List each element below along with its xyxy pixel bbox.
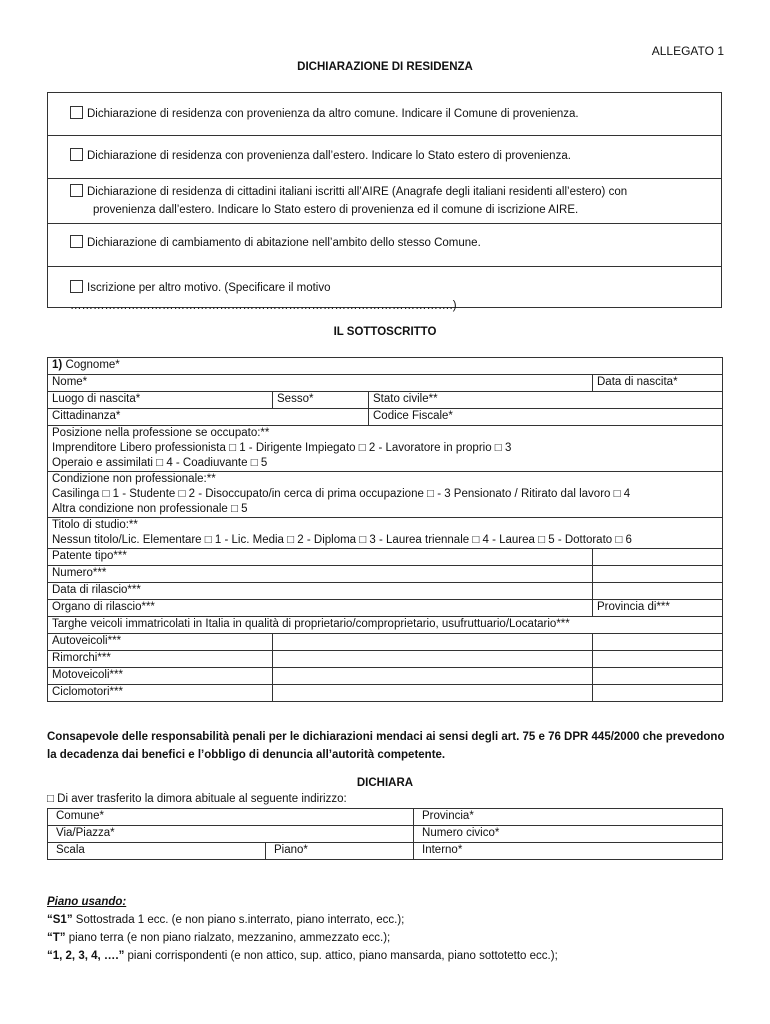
checkbox-aire[interactable] (70, 184, 83, 197)
option-row-altro-motivo (48, 267, 721, 312)
comune-field[interactable]: Comune* (48, 809, 414, 826)
dimora-checkbox-label[interactable]: □ Di aver trasferito la dimora abituale al seguente indirizzo: (47, 793, 347, 805)
data-rilascio-field[interactable]: Data di rilascio*** (48, 583, 593, 600)
codice-fiscale-field[interactable]: Codice Fiscale* (369, 409, 723, 426)
option-label: Dichiarazione di cambiamento di abitazione nell’ambito dello stesso Comune. (87, 237, 481, 249)
luogo-nascita-field[interactable]: Luogo di nascita* (48, 392, 273, 409)
professione-heading: Posizione nella professione se occupato:** (52, 427, 270, 439)
titolo-studio-options[interactable]: Nessun titolo/Lic. Elementare □ 1 - Lic. Media □ 2 - Diploma □ 3 - Laurea triennale □ 4 - Laurea □ 5 - Dottorato □ 6 (52, 534, 632, 546)
cognome-field[interactable]: 1) Cognome* (48, 358, 723, 375)
dichiara-title: DICHIARA (356, 777, 414, 789)
piano-usando-heading: Piano usando: (47, 896, 127, 908)
professione-options[interactable]: Imprenditore Libero professionista □ 1 - Dirigente Impiegato □ 2 - Lavoratore in proprio □ 3 (52, 442, 512, 454)
consapevole-paragraph: Consapevole delle responsabilità penali per le dichiarazioni mendaci ai sensi degli art. 75 e 76 DPR 445/2000 che prevedono la decadenza dai benefici e l’obbligo di denuncia all’autorità competente. (47, 731, 725, 761)
motoveicoli-value-2[interactable] (593, 668, 723, 685)
patente-tipo-value[interactable] (593, 549, 723, 566)
condizione-heading: Condizione non professionale:** (52, 473, 216, 485)
nome-field[interactable]: Nome* (48, 375, 593, 392)
personal-data-table (47, 357, 723, 702)
option-row-aire (48, 179, 721, 224)
options-box (47, 92, 722, 312)
option-label: Iscrizione per altro motivo. (Specificare il motivo ……………………………………………………………………………………….) (70, 282, 457, 312)
condizione-options-2[interactable]: Altra condizione non professionale □ 5 (52, 503, 248, 515)
organo-rilascio-field[interactable]: Organo di rilascio*** (48, 600, 593, 617)
rimorchi-field[interactable]: Rimorchi*** (48, 651, 273, 668)
piano-field[interactable]: Piano* (266, 843, 414, 860)
ciclomotori-field[interactable]: Ciclomotori*** (48, 685, 273, 702)
piano-line-t: “T” piano terra (e non piano rialzato, mezzanino, ammezzato ecc.); (47, 932, 391, 944)
checkbox-estero[interactable] (70, 148, 83, 161)
provincia-field[interactable]: Provincia* (414, 809, 723, 826)
stato-civile-field[interactable]: Stato civile** (369, 392, 723, 409)
checkbox-altro-comune[interactable] (70, 106, 83, 119)
scala-field[interactable]: Scala (48, 843, 266, 860)
via-field[interactable]: Via/Piazza* (48, 826, 414, 843)
option-label: Dichiarazione di residenza con provenienza da altro comune. Indicare il Comune di provenienza. (87, 108, 579, 120)
titolo-studio-cell (48, 518, 723, 549)
patente-tipo-field[interactable]: Patente tipo*** (48, 549, 593, 566)
data-nascita-field[interactable]: Data di nascita* (593, 375, 723, 392)
option-row-estero (48, 136, 721, 179)
address-table (47, 808, 723, 860)
ciclomotori-value-1[interactable] (273, 685, 593, 702)
professione-cell (48, 426, 723, 472)
numero-field[interactable]: Numero*** (48, 566, 593, 583)
option-label: Dichiarazione di residenza di cittadini italiani iscritti all’AIRE (Anagrafe degli italiani residenti all’estero) con (87, 186, 628, 198)
autoveicoli-value-2[interactable] (593, 634, 723, 651)
rimorchi-value-2[interactable] (593, 651, 723, 668)
data-rilascio-value[interactable] (593, 583, 723, 600)
piano-line-numbers: “1, 2, 3, 4, ….” piani corrispondenti (e non attico, sup. attico, piano mansarda, piano sottotetto ecc.); (47, 950, 558, 962)
option-label-continued: provenienza dall’estero. Indicare lo Stato estero di provenienza ed il comune di iscrizione AIRE. (93, 204, 579, 216)
piano-line-s1: “S1” Sottostrada 1 ecc. (e non piano s.interrato, piano interrato, ecc.); (47, 914, 405, 926)
targhe-heading: Targhe veicoli immatricolati in Italia in qualità di proprietario/comproprietario, usufruttuario/Locatario*** (48, 617, 723, 634)
option-label: Dichiarazione di residenza con provenienza dall’estero. Indicare lo Stato estero di provenienza. (87, 150, 571, 162)
piano-usando-section (47, 893, 558, 965)
option-row-altro-comune (48, 93, 721, 136)
motoveicoli-value-1[interactable] (273, 668, 593, 685)
numero-civico-field[interactable]: Numero civico* (414, 826, 723, 843)
interno-field[interactable]: Interno* (414, 843, 723, 860)
sottoscritto-title: IL SOTTOSCRITTO (333, 326, 437, 338)
option-row-cambiamento (48, 224, 721, 267)
checkbox-cambiamento[interactable] (70, 235, 83, 248)
condizione-options[interactable]: Casilinga □ 1 - Studente □ 2 - Disoccupato/in cerca di prima occupazione □ - 3 Pensionato / Ritirato dal lavoro □ 4 (52, 488, 631, 500)
rimorchi-value-1[interactable] (273, 651, 593, 668)
numero-value[interactable] (593, 566, 723, 583)
condizione-cell (48, 472, 723, 518)
cittadinanza-field[interactable]: Cittadinanza* (48, 409, 369, 426)
sesso-field[interactable]: Sesso* (273, 392, 369, 409)
page-title: DICHIARAZIONE DI RESIDENZA (297, 61, 473, 73)
professione-options-2[interactable]: Operaio e assimilati □ 4 - Coadiuvante □ 5 (52, 457, 268, 469)
autoveicoli-field[interactable]: Autoveicoli*** (48, 634, 273, 651)
motoveicoli-field[interactable]: Motoveicoli*** (48, 668, 273, 685)
provincia-di-field[interactable]: Provincia di*** (593, 600, 723, 617)
autoveicoli-value-1[interactable] (273, 634, 593, 651)
titolo-studio-heading: Titolo di studio:** (52, 519, 138, 531)
ciclomotori-value-2[interactable] (593, 685, 723, 702)
checkbox-altro-motivo[interactable] (70, 280, 83, 293)
allegato-label: ALLEGATO 1 (651, 44, 724, 58)
